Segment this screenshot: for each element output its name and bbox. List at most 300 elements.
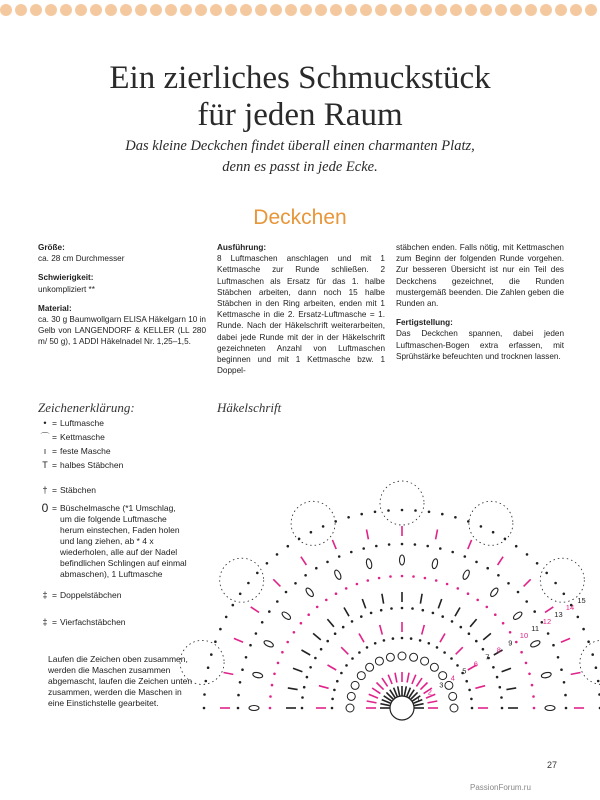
- chain-stitch-mark: [331, 698, 334, 701]
- chain-stitch-mark: [414, 509, 417, 512]
- half-double-crochet-icon: T: [42, 460, 48, 470]
- arc-mark: [375, 657, 383, 665]
- chain-stitch-mark: [277, 662, 280, 665]
- stitch-mark: [545, 607, 553, 613]
- chain-stitch-mark: [597, 680, 600, 683]
- chain-stitch-mark: [351, 620, 354, 623]
- cluster-stitch-mark: [400, 555, 405, 565]
- cluster-stitch-mark: [263, 639, 274, 648]
- chain-stitch-mark: [552, 644, 555, 647]
- center-ring: [390, 696, 414, 720]
- chain-stitch-mark: [276, 600, 279, 603]
- decorative-dot-border: [0, 0, 600, 30]
- chain-stitch-mark: [310, 531, 313, 534]
- chain-stitch-mark: [441, 513, 444, 516]
- arc-mark: [357, 672, 365, 680]
- border-dot: [195, 4, 207, 16]
- chain-stitch-mark: [439, 547, 442, 550]
- chain-stitch-mark: [360, 615, 363, 618]
- chain-stitch-mark: [266, 562, 269, 565]
- chain-stitch-mark: [362, 547, 365, 550]
- stitch-mark: [524, 579, 531, 586]
- size-value: ca. 28 cm Durchmesser: [38, 254, 125, 264]
- cluster-stitch-mark: [462, 569, 471, 580]
- chain-stitch-mark: [515, 545, 518, 548]
- material-label: Material:: [38, 303, 72, 313]
- border-dot: [525, 4, 537, 16]
- symbol-legend: [38, 416, 188, 631]
- chain-stitch-mark: [380, 609, 383, 612]
- chain-stitch-mark: [531, 684, 534, 687]
- stitch-mark: [302, 650, 311, 655]
- border-dot: [330, 4, 342, 16]
- page-subtitle: [0, 136, 600, 178]
- chain-stitch-mark: [301, 707, 304, 710]
- chain-stitch-mark: [304, 574, 307, 577]
- chain-stitch-mark: [460, 626, 463, 629]
- chain-stitch-mark: [414, 543, 417, 546]
- legend-item: • = Luftmasche: [38, 418, 188, 429]
- chain-stitch-mark: [336, 680, 339, 683]
- chain-stitch-mark: [411, 607, 414, 610]
- chain-stitch-mark: [401, 509, 404, 512]
- stitch-mark: [273, 579, 280, 586]
- chain-stitch-mark: [351, 657, 354, 660]
- chain-stitch-mark: [203, 707, 206, 710]
- legend-item: ı = feste Masche: [38, 446, 188, 457]
- chain-stitch-mark: [560, 668, 563, 671]
- chain-stitch-mark: [287, 545, 290, 548]
- chain-stitch-mark: [456, 664, 459, 667]
- chain-stitch-mark: [422, 609, 425, 612]
- cluster-stitch-mark: [366, 558, 373, 569]
- stitch-mark: [327, 619, 334, 627]
- chain-stitch-mark: [564, 694, 567, 697]
- chain-stitch-mark: [392, 637, 395, 640]
- chain-stitch-mark: [520, 651, 523, 654]
- cluster-stitch-mark: [249, 706, 259, 711]
- cluster-stitch-mark: [333, 569, 342, 580]
- scallop-arc: [380, 481, 424, 525]
- chain-stitch-mark: [214, 640, 217, 643]
- cluster-stitch-mark: [541, 672, 552, 679]
- chain-stitch-mark: [269, 695, 272, 698]
- chain-stitch-mark: [375, 545, 378, 548]
- chain-stitch-mark: [335, 592, 338, 595]
- chain-stitch-mark: [207, 666, 210, 669]
- cluster-stitch-mark: [545, 706, 555, 711]
- border-dot: [390, 4, 402, 16]
- chain-stitch-mark: [314, 657, 317, 660]
- chain-stitch-mark: [526, 553, 529, 556]
- chain-stitch-mark: [591, 653, 594, 656]
- arc-mark: [351, 681, 359, 689]
- stitch-mark: [234, 638, 243, 642]
- chain-stitch-mark: [401, 543, 404, 546]
- chain-stitch-mark: [507, 582, 510, 585]
- border-dot: [255, 4, 267, 16]
- chain-stitch-mark: [475, 640, 478, 643]
- chain-stitch-mark: [268, 610, 271, 613]
- scallop-arc: [580, 640, 600, 684]
- cluster-stitch-mark: [489, 587, 499, 598]
- border-dot: [435, 4, 447, 16]
- chain-stitch-mark: [467, 592, 470, 595]
- border-dot: [105, 4, 117, 16]
- border-dot: [225, 4, 237, 16]
- scallop-arc: [469, 501, 513, 545]
- stitch-mark: [288, 688, 298, 690]
- chain-stitch-mark: [256, 572, 259, 575]
- round-number-label: 14: [565, 603, 575, 612]
- chain-stitch-mark: [338, 555, 341, 558]
- border-dot: [210, 4, 222, 16]
- border-dot: [60, 4, 72, 16]
- chain-stitch-mark: [342, 626, 345, 629]
- chain-stitch-mark: [261, 621, 264, 624]
- round-number-label: 4: [450, 673, 455, 683]
- stitch-mark: [380, 704, 390, 706]
- footer-watermark: PassionForum.ru: [470, 783, 531, 792]
- stitch-mark: [404, 686, 406, 696]
- arc-mark: [366, 663, 374, 671]
- cluster-stitch-mark: [281, 611, 292, 621]
- chain-stitch-mark: [325, 599, 328, 602]
- chain-stitch-mark: [374, 511, 377, 514]
- legend-note: Laufen die Zeichen oben zusammen, werden die Maschen zusammen abgemascht, laufen die Zeichen unten zusammen, werden die Maschen in eine Einstichstelle gearbeitet.: [48, 654, 193, 708]
- chain-stitch-mark: [383, 639, 386, 642]
- chain-stitch-mark: [276, 553, 279, 556]
- chain-stitch-mark: [428, 511, 431, 514]
- stitch-mark: [388, 675, 392, 684]
- chain-stitch-mark: [241, 668, 244, 671]
- crochet-diagram: [170, 408, 600, 748]
- stitch-mark: [313, 633, 321, 640]
- border-dot: [420, 4, 432, 16]
- border-dot: [360, 4, 372, 16]
- stitch-mark: [561, 638, 570, 642]
- stitch-mark: [301, 557, 307, 565]
- chain-stitch-mark: [533, 610, 536, 613]
- chain-stitch-mark: [476, 599, 479, 602]
- stitch-mark: [224, 673, 234, 675]
- chain-stitch-mark: [492, 666, 495, 669]
- chain-stitch-mark: [533, 707, 536, 710]
- chain-stitch-mark: [387, 509, 390, 512]
- chain-stitch-mark: [225, 616, 228, 619]
- chain-stitch-mark: [286, 641, 289, 644]
- stitch-mark: [367, 701, 377, 703]
- chain-stitch-mark: [281, 651, 284, 654]
- chain-stitch-mark: [557, 656, 560, 659]
- round-number-label: 13: [554, 610, 563, 620]
- legend-label: Vierfachstäbchen: [60, 617, 126, 627]
- chain-stitch-mark: [468, 689, 471, 692]
- treble-crochet-icon: ‡: [42, 590, 48, 600]
- chain-stitch-mark: [322, 525, 325, 528]
- border-dot: [315, 4, 327, 16]
- chain-stitch-mark: [528, 673, 531, 676]
- chain-stitch-mark: [500, 696, 503, 699]
- chain-stitch-icon: •: [43, 418, 47, 428]
- stitch-mark: [416, 678, 422, 686]
- border-dot: [555, 4, 567, 16]
- stitch-mark: [428, 701, 438, 703]
- chain-stitch-mark: [219, 628, 222, 631]
- border-dot: [270, 4, 282, 16]
- chain-stitch-mark: [356, 583, 359, 586]
- stitch-mark: [438, 599, 441, 608]
- chain-stitch-mark: [309, 666, 312, 669]
- chain-stitch-mark: [436, 646, 439, 649]
- cluster-stitch-icon: 0: [41, 501, 49, 515]
- double-crochet-icon: †: [42, 485, 48, 495]
- legend-label: feste Masche: [60, 446, 111, 456]
- chain-stitch-mark: [525, 662, 528, 665]
- round-number-label: 15: [577, 595, 586, 605]
- chain-stitch-mark: [563, 593, 566, 596]
- chain-stitch-mark: [595, 666, 598, 669]
- chain-stitch-mark: [480, 525, 483, 528]
- chain-stitch-mark: [247, 582, 250, 585]
- chain-stitch-mark: [451, 620, 454, 623]
- chain-stitch-mark: [515, 641, 518, 644]
- stitch-mark: [395, 673, 397, 683]
- chain-stitch-mark: [486, 606, 489, 609]
- chain-stitch-mark: [501, 707, 504, 710]
- border-dot: [345, 4, 357, 16]
- chain-stitch-mark: [492, 531, 495, 534]
- chain-stitch-mark: [401, 607, 404, 610]
- legend-item: ‡ = Doppelstäbchen: [38, 590, 188, 601]
- subtitle-line-2: denn es passt in jede Ecke.: [222, 159, 378, 175]
- stitch-mark: [362, 599, 365, 608]
- round-number-label: 5: [462, 666, 467, 676]
- round-number-label: 10: [519, 631, 529, 641]
- chain-stitch-mark: [545, 572, 548, 575]
- border-dot: [30, 4, 42, 16]
- chain-stitch-mark: [563, 681, 566, 684]
- stitch-mark: [407, 673, 409, 683]
- arc-mark: [386, 653, 394, 661]
- stitch-mark: [319, 686, 329, 689]
- arc-mark: [450, 704, 458, 712]
- legend-item: T = halbes Stäbchen: [38, 460, 188, 471]
- chain-stitch-mark: [340, 672, 343, 675]
- cluster-stitch-mark: [252, 672, 263, 679]
- chain-stitch-mark: [499, 686, 502, 689]
- border-dot: [120, 4, 132, 16]
- border-dot: [240, 4, 252, 16]
- chain-stitch-mark: [334, 632, 337, 635]
- stitch-mark: [380, 625, 383, 635]
- chain-stitch-mark: [471, 707, 474, 710]
- arc-mark: [346, 704, 354, 712]
- instructions-continued-text: stäbchen enden. Falls nötig, mit Kettmaschen zum Beginn der folgenden Runde vorgehen. Zur besseren Übersicht ist nur ein Teil des Deckchens gezeichnet, die Runden mustergemäß beenden. Die Zahlen geben die Runden an.: [396, 243, 564, 309]
- stitch-mark: [372, 688, 380, 694]
- scallop-arc: [291, 501, 335, 545]
- chain-stitch-mark: [374, 642, 377, 645]
- stitch-mark: [420, 594, 422, 604]
- chain-stitch-mark: [565, 707, 568, 710]
- chain-stitch-mark: [577, 616, 580, 619]
- chain-stitch-mark: [331, 707, 334, 710]
- chain-stitch-mark: [536, 562, 539, 565]
- chain-stitch-mark: [390, 607, 393, 610]
- legend-label: Doppelstäbchen: [60, 590, 122, 600]
- chain-stitch-mark: [547, 632, 550, 635]
- chain-stitch-mark: [210, 653, 213, 656]
- chain-stitch-mark: [285, 591, 288, 594]
- chain-stitch-mark: [237, 694, 240, 697]
- chain-stitch-mark: [412, 575, 415, 578]
- chain-stitch-mark: [454, 516, 457, 519]
- finishing-label: Fertigstellung:: [396, 318, 453, 328]
- chain-stitch-mark: [525, 600, 528, 603]
- chain-stitch-mark: [245, 656, 248, 659]
- stitch-mark: [420, 683, 427, 690]
- round-number-label: 8: [496, 645, 501, 655]
- chain-stitch-mark: [293, 631, 296, 634]
- stitch-mark: [468, 540, 472, 549]
- chain-stitch-mark: [205, 680, 208, 683]
- arc-mark: [439, 672, 447, 680]
- border-dot: [0, 4, 12, 16]
- scallop-arc: [180, 640, 224, 684]
- chain-stitch-mark: [320, 648, 323, 651]
- stitch-mark: [251, 607, 259, 613]
- round-number-label: 12: [542, 617, 552, 627]
- stitch-mark: [456, 647, 463, 654]
- border-dot: [15, 4, 27, 16]
- chain-stitch-mark: [237, 707, 240, 710]
- chain-stitch-mark: [345, 587, 348, 590]
- chain-stitch-mark: [468, 632, 471, 635]
- stitch-mark: [412, 675, 416, 684]
- chain-stitch-mark: [370, 612, 373, 615]
- chain-stitch-mark: [255, 632, 258, 635]
- border-dot: [540, 4, 552, 16]
- stitch-mark: [344, 608, 349, 617]
- legend-label: Kettmasche: [60, 432, 105, 442]
- chain-stitch-mark: [367, 579, 370, 582]
- arc-mark: [410, 653, 418, 661]
- round-number-label: 7: [485, 652, 490, 662]
- slip-stitch-icon: ⌒: [40, 432, 50, 442]
- chain-stitch-mark: [350, 551, 353, 554]
- round-number-label: 9: [508, 638, 513, 648]
- legend-label: Stäbchen: [60, 485, 96, 495]
- stitch-mark: [483, 633, 491, 640]
- chain-stitch-mark: [271, 684, 274, 687]
- size-label: Größe:: [38, 243, 65, 252]
- stitch-mark: [498, 557, 504, 565]
- chain-stitch-mark: [294, 582, 297, 585]
- chain-stitch-mark: [467, 520, 470, 523]
- border-dot: [405, 4, 417, 16]
- chain-stitch-mark: [316, 606, 319, 609]
- chain-stitch-mark: [486, 567, 489, 570]
- stitch-mark: [502, 668, 511, 671]
- chain-stitch-mark: [441, 615, 444, 618]
- finishing-text: Das Deckchen spannen, dabei jeden Luftmaschen-Bogen extra erfassen, mit Sprühstärke befeuchten und trocknen lassen.: [396, 329, 564, 361]
- stitch-mark: [414, 704, 424, 706]
- info-column: [38, 242, 206, 356]
- cluster-stitch-mark: [512, 611, 523, 621]
- chain-stitch-mark: [451, 551, 454, 554]
- instructions-column: [217, 242, 385, 384]
- border-dot: [135, 4, 147, 16]
- border-dot: [90, 4, 102, 16]
- legend-label: Büschelmasche (*1 Umschlag, um die folgende Luftmasche herum einstechen, Faden holen und lang ziehen, ab * 4 x wiederholen, alle auf der Nadel befindlichen Schlingen auf einmal abmaschen), 1 Luftmasche: [60, 503, 187, 579]
- arc-mark: [421, 657, 429, 665]
- chain-stitch-mark: [587, 640, 590, 643]
- instructions-text: 8 Luftmaschen anschlagen und mit 1 Kettmasche zur Runde schließen. 2 Luftmaschen als Ersatz für das 1. halbe Stäbchen arbeiten, dann noch 15 halbe Stäbchen in den Ring arbeiten, enden mit 1 Kettmasche in die 2. Ersatz-Luftmasche = 1. Runde. Nach der Häkelschrift weiterarbeiten, dabei jede Runde mit der in der Häkelschrift gezeichneten Anzahl von Luftmaschen beginnen und mit 1 Kettmasche bzw. 1 Doppel-: [217, 254, 385, 376]
- border-dot: [375, 4, 387, 16]
- chain-stitch-mark: [554, 582, 557, 585]
- legend-item: † = Stäbchen: [38, 485, 188, 496]
- chain-stitch-mark: [388, 543, 391, 546]
- stitch-mark: [332, 540, 336, 549]
- stitch-mark: [382, 678, 388, 686]
- round-number-label: 3: [439, 680, 444, 690]
- difficulty-value: unkompliziert **: [38, 284, 95, 294]
- chain-stitch-mark: [315, 567, 318, 570]
- chain-stitch-mark: [509, 631, 512, 634]
- chain-stitch-mark: [435, 579, 438, 582]
- border-dot: [300, 4, 312, 16]
- arc-mark: [398, 652, 406, 660]
- stitch-mark: [470, 619, 477, 627]
- chain-stitch-mark: [496, 676, 499, 679]
- stitch-mark: [328, 665, 337, 670]
- border-dot: [480, 4, 492, 16]
- chain-stitch-mark: [358, 651, 361, 654]
- stitch-mark: [341, 647, 348, 654]
- chain-stitch-mark: [532, 695, 535, 698]
- round-number-label: 2: [427, 687, 432, 697]
- chart-title: Häkelschrift: [217, 400, 282, 415]
- chain-stitch-mark: [333, 689, 336, 692]
- border-dot: [585, 4, 597, 16]
- chain-stitch-mark: [273, 673, 276, 676]
- chain-stitch-mark: [475, 561, 478, 564]
- border-dot: [75, 4, 87, 16]
- chain-stitch-mark: [401, 575, 404, 578]
- stitch-mark: [367, 530, 369, 540]
- instructions-label: Ausführung:: [217, 243, 267, 252]
- chain-stitch-mark: [517, 591, 520, 594]
- legend-item: ‡ = Vierfachstäbchen: [38, 617, 188, 628]
- round-number-label: 6: [473, 659, 478, 669]
- chain-stitch-mark: [432, 612, 435, 615]
- chain-stitch-mark: [300, 622, 303, 625]
- arc-mark: [347, 692, 355, 700]
- stitch-mark: [475, 686, 485, 689]
- stitch-mark: [440, 634, 445, 643]
- stitch-mark: [293, 668, 302, 671]
- chain-stitch-mark: [269, 707, 272, 710]
- chain-stitch-mark: [345, 664, 348, 667]
- border-dot: [570, 4, 582, 16]
- chain-stitch-mark: [424, 577, 427, 580]
- stitch-mark: [455, 608, 460, 617]
- stitch-mark: [377, 683, 384, 690]
- single-crochet-icon: ı: [43, 446, 47, 456]
- instructions-continued-column: [396, 242, 564, 370]
- chain-stitch-mark: [410, 637, 413, 640]
- chain-stitch-mark: [326, 561, 329, 564]
